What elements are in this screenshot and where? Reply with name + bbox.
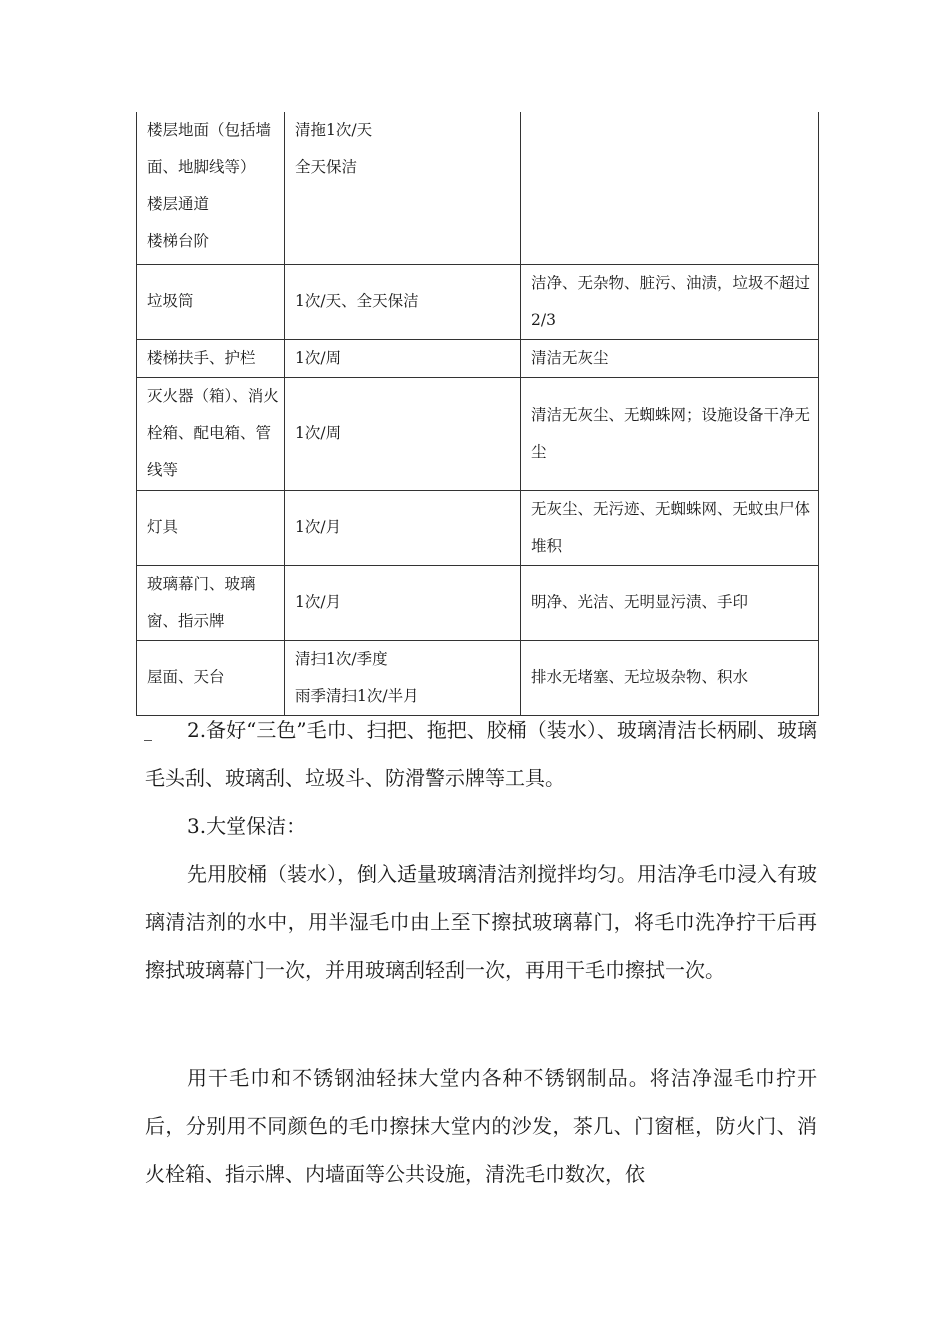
item-line: 楼层地面（包括墙面、地脚线等） [147,121,272,176]
standard-cell: 洁净、无杂物、脏污、油渍，垃圾不超过2/3 [521,264,819,339]
table-row [137,565,819,640]
paragraph-glass-door: 先用胶桶（装水），倒入适量玻璃清洁剂搅拌均匀。用洁净毛巾浸入有玻璃清洁剂的水中，用半湿毛巾由上至下擦拭玻璃幕门，将毛巾洗净拧干后再擦拭玻璃幕门一次，并用玻璃刮轻刮一次，再用干毛巾擦拭一次。 [145,862,817,982]
frequency-cell [285,112,521,264]
frequency-cell: 1次/周 [285,339,521,377]
standard-cell: 无灰尘、无污迹、无蜘蛛网、无蚊虫尸体堆积 [521,490,819,565]
table-row [137,112,819,264]
item-cell: 楼梯扶手、护栏 [137,339,285,377]
frequency-line: 清拖1次/天 [295,121,373,139]
item-cell: 灭火器（箱）、消火栓箱、配电箱、管线等 [137,377,285,490]
standard-cell: 清洁无灰尘 [521,339,819,377]
item-line: 楼梯台阶 [147,232,210,250]
frequency-cell: 1次/月 [285,490,521,565]
paragraph-lobby-heading: 3.大堂保洁： [187,814,307,838]
item-line: 楼层通道 [147,195,210,213]
table-row [137,640,819,715]
frequency-cell: 1次/天、全天保洁 [285,264,521,339]
table-row [137,339,819,377]
item-cell [137,112,285,264]
paragraph-stainless: 用干毛巾和不锈钢油轻抹大堂内各种不锈钢制品。将洁净湿毛巾拧开后，分别用不同颜色的毛巾擦抹大堂内的沙发，茶几、门窗框，防火门、消火栓箱、指示牌、内墙面等公共设施，清洗毛巾数次，依 [145,1066,817,1186]
frequency-cell: 1次/月 [285,565,521,640]
standard-cell: 排水无堵塞、无垃圾杂物、积水 [521,640,819,715]
frequency-line: 雨季清扫1次/半月 [295,686,419,705]
frequency-line: 全天保洁 [295,158,358,176]
table-row [137,490,819,565]
paragraph-tools: 2.备好“三色”毛巾、扫把、拖把、胶桶（装水）、玻璃清洁长柄刷、玻璃毛头刮、玻璃刮、垃圾斗、防滑警示牌等工具。 [145,718,817,790]
frequency-line: 清扫1次/季度 [295,649,388,668]
standard-cell: 明净、光洁、无明显污渍、手印 [521,565,819,640]
standard-cell [521,112,819,264]
frequency-cell [285,640,521,715]
standard-cell: 清洁无灰尘、无蜘蛛网；设施设备干净无尘 [521,377,819,490]
frequency-cell: 1次/周 [285,377,521,490]
item-cell: 玻璃幕门、玻璃窗、指示牌 [137,565,285,640]
item-cell: 垃圾筒 [137,264,285,339]
table-row [137,264,819,339]
item-cell: 灯具 [137,490,285,565]
item-cell: 屋面、天台 [137,640,285,715]
table-row [137,377,819,490]
cleaning-schedule-table [136,112,819,716]
